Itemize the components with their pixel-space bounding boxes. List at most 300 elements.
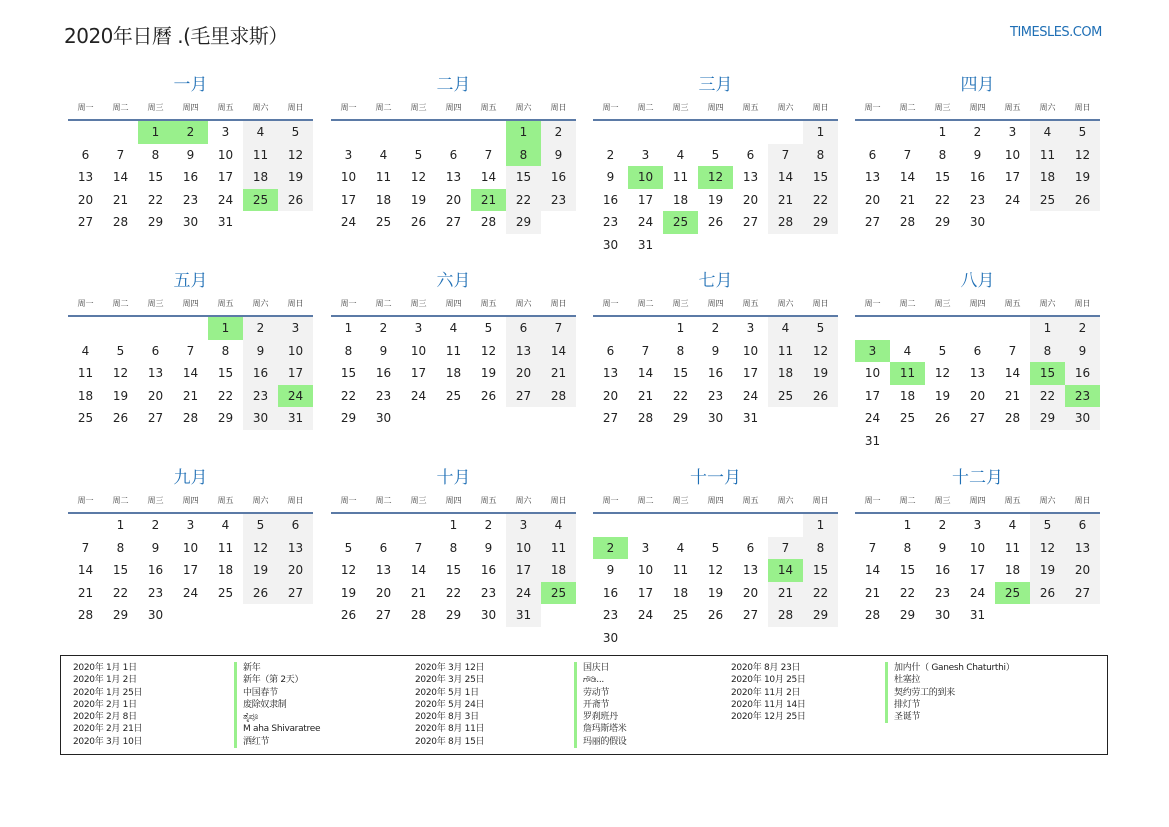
day-cell: 24 xyxy=(1004,192,1021,207)
day-cell: 14 xyxy=(112,170,129,184)
day-cell: 24 xyxy=(182,585,199,600)
day-cell: 24 xyxy=(637,608,654,622)
day-cell: 15 xyxy=(445,563,462,577)
weekday-label: 周四 xyxy=(182,299,199,308)
month-title: 五月 xyxy=(173,271,208,291)
day-cell: 27 xyxy=(506,385,541,408)
day-cell: 26 xyxy=(410,215,427,229)
day-cell: 25 xyxy=(217,585,234,600)
day-cell: 23 xyxy=(541,189,576,212)
legend-holiday-name: 国庆日 xyxy=(574,662,627,674)
day-cell: 30 xyxy=(480,608,497,622)
day-cell: 10 xyxy=(506,537,541,560)
weekday-label: 周四 xyxy=(707,496,724,505)
day-grid xyxy=(855,514,1100,627)
day-cell: 15 xyxy=(803,559,838,582)
day-cell: 6 xyxy=(506,317,541,340)
day-cell: 23 xyxy=(934,585,951,600)
day-cell: 17 xyxy=(410,366,427,380)
day-cell: 7 xyxy=(541,317,576,340)
legend-holiday-name: 劳动节 xyxy=(574,687,627,699)
day-cell: 30 xyxy=(969,215,986,229)
weekday-label: 周六 xyxy=(777,103,794,112)
day-cell: 7 xyxy=(868,540,877,555)
day-cell: 22 xyxy=(506,189,541,212)
day-cell: 12 xyxy=(410,170,427,184)
day-cell: 27 xyxy=(864,215,881,229)
holiday-day-cell: 21 xyxy=(471,189,506,212)
day-cell: 30 xyxy=(707,411,724,425)
legend-date: 2020年 3月 12日 xyxy=(415,663,485,673)
holiday-day-cell: 14 xyxy=(768,559,803,582)
legend-holiday-name: 圣诞节 xyxy=(885,711,1014,723)
day-cell: 18 xyxy=(1030,166,1065,189)
day-cell: 19 xyxy=(1030,559,1065,582)
day-cell: 6 xyxy=(1065,514,1100,537)
day-cell: 16 xyxy=(375,366,392,380)
day-cell: 18 xyxy=(672,192,689,207)
holiday-day-cell: 25 xyxy=(243,189,278,212)
day-cell: 14 xyxy=(637,366,654,380)
day-cell: 25 xyxy=(768,385,803,408)
day-cell: 28 xyxy=(1004,411,1021,425)
month-title: 十月 xyxy=(436,468,471,488)
empty-cell xyxy=(628,121,663,144)
month-title: 一月 xyxy=(173,75,208,95)
empty-cell xyxy=(855,121,890,144)
day-cell: 4 xyxy=(243,121,278,144)
weekday-label: 周二 xyxy=(637,299,654,308)
day-cell: 13 xyxy=(147,366,164,380)
day-cell: 10 xyxy=(340,170,357,184)
day-cell: 26 xyxy=(112,411,129,425)
month-title: 六月 xyxy=(436,271,471,291)
day-cell: 14 xyxy=(182,366,199,380)
day-cell: 9 xyxy=(606,563,615,577)
day-cell: 2 xyxy=(711,321,720,335)
page-title: 2020年日曆 .(毛里求斯） xyxy=(64,24,288,48)
day-cell: 22 xyxy=(340,388,357,403)
day-cell: 16 xyxy=(243,362,278,385)
holiday-day-cell: 24 xyxy=(278,385,313,408)
day-cell: 5 xyxy=(711,540,720,555)
day-cell: 19 xyxy=(480,366,497,380)
weekday-label: 周六 xyxy=(515,103,532,112)
day-cell: 23 xyxy=(182,192,199,207)
day-cell: 19 xyxy=(112,388,129,403)
day-cell: 1 xyxy=(803,514,838,537)
day-cell: 20 xyxy=(969,388,986,403)
weekday-label: 周六 xyxy=(252,299,269,308)
day-cell: 8 xyxy=(1030,340,1065,363)
day-cell: 19 xyxy=(934,388,951,403)
day-cell: 15 xyxy=(899,563,916,577)
legend-date: 2020年 8月 11日 xyxy=(415,724,485,735)
empty-cell xyxy=(663,514,698,537)
day-cell: 7 xyxy=(186,343,195,358)
weekday-label: 周三 xyxy=(410,103,427,112)
weekday-label: 周三 xyxy=(672,496,689,505)
legend-holiday-name: 杜塞拉 xyxy=(885,674,1014,686)
weekday-label: 周五 xyxy=(480,299,497,308)
day-cell: 17 xyxy=(340,192,357,207)
day-cell: 21 xyxy=(410,585,427,600)
legend-date: 2020年 2月 1日 xyxy=(73,699,137,710)
day-cell: 1 xyxy=(116,518,125,532)
day-cell: 15 xyxy=(672,366,689,380)
empty-cell xyxy=(331,121,366,144)
day-cell: 3 xyxy=(506,514,541,537)
day-cell: 21 xyxy=(77,585,94,600)
day-cell: 20 xyxy=(742,192,759,207)
legend-holiday-name: 开斋节 xyxy=(574,699,627,711)
day-cell: 6 xyxy=(278,514,313,537)
empty-cell xyxy=(890,121,925,144)
day-cell: 1 xyxy=(676,321,685,335)
day-cell: 23 xyxy=(602,608,619,622)
day-grid xyxy=(68,317,313,430)
holiday-day-cell: 11 xyxy=(890,362,925,385)
day-cell: 30 xyxy=(602,237,619,252)
weekday-label: 周一 xyxy=(864,103,881,112)
weekday-label: 周一 xyxy=(602,496,619,505)
empty-cell xyxy=(103,317,138,340)
day-grid xyxy=(593,121,838,256)
day-cell: 3 xyxy=(221,125,230,139)
day-cell: 26 xyxy=(480,388,497,403)
legend-date: 2020年 1月 2日 xyxy=(73,675,137,686)
day-cell: 21 xyxy=(864,585,881,600)
empty-cell xyxy=(366,121,401,144)
empty-cell xyxy=(593,514,628,537)
empty-cell xyxy=(960,317,995,340)
weekday-label: 周日 xyxy=(550,103,567,112)
weekday-label: 周二 xyxy=(899,496,916,505)
day-cell: 25 xyxy=(672,608,689,622)
weekday-header xyxy=(593,490,838,514)
empty-cell xyxy=(995,317,1030,340)
day-cell: 19 xyxy=(340,585,357,600)
day-cell: 21 xyxy=(541,362,576,385)
day-cell: 17 xyxy=(182,563,199,577)
weekday-label: 周二 xyxy=(375,299,392,308)
month-block xyxy=(593,73,838,256)
day-cell: 10 xyxy=(742,343,759,358)
day-cell: 16 xyxy=(934,563,951,577)
month-block xyxy=(68,466,313,627)
day-cell: 5 xyxy=(1065,121,1100,144)
legend-date: 2020年 5月 1日 xyxy=(415,687,479,698)
day-cell: 4 xyxy=(449,321,458,335)
day-cell: 14 xyxy=(541,340,576,363)
weekday-label: 周日 xyxy=(1074,496,1091,505)
day-cell: 22 xyxy=(217,388,234,403)
weekday-label: 周二 xyxy=(112,299,129,308)
day-cell: 3 xyxy=(278,317,313,340)
legend-holiday-name: M aha Shivaratree xyxy=(234,723,320,735)
month-block xyxy=(68,73,313,234)
day-cell: 28 xyxy=(182,411,199,425)
holiday-day-cell: 10 xyxy=(628,166,663,189)
day-cell: 8 xyxy=(803,144,838,167)
day-cell: 3 xyxy=(414,321,423,335)
month-title: 二月 xyxy=(436,75,471,95)
day-cell: 18 xyxy=(217,563,234,577)
day-cell: 14 xyxy=(899,170,916,184)
day-cell: 27 xyxy=(602,411,619,425)
empty-cell xyxy=(68,121,103,144)
day-cell: 20 xyxy=(375,585,392,600)
day-cell: 29 xyxy=(672,411,689,425)
day-cell: 31 xyxy=(637,237,654,252)
empty-cell xyxy=(68,317,103,340)
day-cell: 2 xyxy=(606,147,615,162)
day-cell: 26 xyxy=(707,215,724,229)
day-grid xyxy=(855,121,1100,234)
weekday-label: 周日 xyxy=(812,103,829,112)
day-cell: 2 xyxy=(938,518,947,532)
weekday-label: 周六 xyxy=(515,299,532,308)
month-title: 八月 xyxy=(960,271,995,291)
legend-holiday-name: 加内什（ Ganesh Chaturthi） xyxy=(885,662,1014,674)
month-block xyxy=(855,269,1100,452)
day-cell: 23 xyxy=(480,585,497,600)
day-cell: 26 xyxy=(934,411,951,425)
day-cell: 6 xyxy=(746,147,755,162)
day-cell: 7 xyxy=(903,147,912,162)
day-cell: 18 xyxy=(243,166,278,189)
weekday-header xyxy=(68,490,313,514)
day-cell: 2 xyxy=(379,321,388,335)
day-cell: 27 xyxy=(278,582,313,605)
day-cell: 13 xyxy=(278,537,313,560)
holiday-day-cell: 1 xyxy=(138,121,173,144)
day-cell: 16 xyxy=(182,170,199,184)
day-cell: 9 xyxy=(243,340,278,363)
weekday-header xyxy=(855,97,1100,121)
legend-holiday-name: 詹玛斯塔米 xyxy=(574,723,627,735)
site-link[interactable]: TIMESLES.COM xyxy=(1010,25,1102,40)
empty-cell xyxy=(401,514,436,537)
day-cell: 13 xyxy=(742,170,759,184)
legend-holiday-name: 排灯节 xyxy=(885,699,1014,711)
weekday-label: 周三 xyxy=(934,299,951,308)
empty-cell xyxy=(628,317,663,340)
day-cell: 1 xyxy=(1030,317,1065,340)
weekday-label: 周五 xyxy=(1004,103,1021,112)
holiday-day-cell: 25 xyxy=(541,582,576,605)
weekday-label: 周六 xyxy=(1039,103,1056,112)
legend-holiday-name: 新年 xyxy=(234,662,320,674)
empty-cell xyxy=(855,317,890,340)
day-cell: 5 xyxy=(243,514,278,537)
day-cell: 12 xyxy=(112,366,129,380)
weekday-label: 周五 xyxy=(480,496,497,505)
day-cell: 6 xyxy=(606,343,615,358)
day-cell: 27 xyxy=(445,215,462,229)
empty-cell xyxy=(733,121,768,144)
weekday-label: 周日 xyxy=(812,299,829,308)
weekday-label: 周五 xyxy=(742,103,759,112)
day-cell: 2 xyxy=(973,125,982,139)
day-cell: 26 xyxy=(803,385,838,408)
day-cell: 15 xyxy=(934,170,951,184)
day-cell: 4 xyxy=(1030,121,1065,144)
day-cell: 31 xyxy=(969,608,986,622)
legend-date: 2020年 12月 25日 xyxy=(731,712,806,723)
holiday-day-cell: 2 xyxy=(593,537,628,560)
day-cell: 3 xyxy=(641,540,650,555)
weekday-label: 周六 xyxy=(777,496,794,505)
empty-cell xyxy=(138,317,173,340)
day-cell: 29 xyxy=(899,608,916,622)
day-cell: 30 xyxy=(375,411,392,425)
legend-holiday-name: ಗೌಡಿ... xyxy=(574,674,627,686)
day-cell: 6 xyxy=(81,147,90,162)
day-cell: 7 xyxy=(484,147,493,162)
empty-cell xyxy=(593,317,628,340)
day-cell: 11 xyxy=(672,170,689,184)
empty-cell xyxy=(890,317,925,340)
day-cell: 22 xyxy=(803,582,838,605)
day-cell: 23 xyxy=(147,585,164,600)
day-cell: 23 xyxy=(602,215,619,229)
day-cell: 20 xyxy=(147,388,164,403)
day-cell: 12 xyxy=(243,537,278,560)
day-cell: 27 xyxy=(742,215,759,229)
day-cell: 31 xyxy=(506,604,541,627)
weekday-label: 周二 xyxy=(112,103,129,112)
day-cell: 16 xyxy=(969,170,986,184)
day-cell: 18 xyxy=(375,192,392,207)
weekday-label: 周日 xyxy=(550,299,567,308)
day-cell: 16 xyxy=(1065,362,1100,385)
day-cell: 29 xyxy=(506,211,541,234)
day-cell: 9 xyxy=(186,147,195,162)
weekday-label: 周四 xyxy=(445,103,462,112)
day-cell: 5 xyxy=(278,121,313,144)
day-cell: 24 xyxy=(217,192,234,207)
day-cell: 22 xyxy=(803,189,838,212)
day-cell: 4 xyxy=(81,343,90,358)
day-cell: 30 xyxy=(1065,407,1100,430)
day-cell: 29 xyxy=(1030,407,1065,430)
day-cell: 7 xyxy=(414,540,423,555)
weekday-label: 周二 xyxy=(637,103,654,112)
day-cell: 7 xyxy=(1008,343,1017,358)
day-cell: 16 xyxy=(480,563,497,577)
empty-cell xyxy=(663,121,698,144)
weekday-label: 周日 xyxy=(812,496,829,505)
day-cell: 21 xyxy=(182,388,199,403)
day-cell: 22 xyxy=(1030,385,1065,408)
day-cell: 8 xyxy=(221,343,230,358)
day-cell: 20 xyxy=(445,192,462,207)
day-cell: 26 xyxy=(707,608,724,622)
day-cell: 30 xyxy=(602,630,619,645)
day-cell: 30 xyxy=(934,608,951,622)
day-cell: 17 xyxy=(742,366,759,380)
month-block xyxy=(331,466,576,627)
day-cell: 25 xyxy=(899,411,916,425)
weekday-label: 周四 xyxy=(707,299,724,308)
day-cell: 29 xyxy=(445,608,462,622)
weekday-header xyxy=(593,97,838,121)
holiday-day-cell: 25 xyxy=(663,211,698,234)
weekday-label: 周一 xyxy=(340,496,357,505)
day-cell: 7 xyxy=(116,147,125,162)
day-cell: 28 xyxy=(768,604,803,627)
weekday-label: 周五 xyxy=(217,299,234,308)
day-cell: 9 xyxy=(938,540,947,555)
day-cell: 16 xyxy=(147,563,164,577)
day-cell: 14 xyxy=(864,563,881,577)
day-cell: 13 xyxy=(77,170,94,184)
legend-date: 2020年 1月 25日 xyxy=(73,687,143,698)
day-grid xyxy=(68,121,313,234)
day-cell: 12 xyxy=(934,366,951,380)
legend-dates-col-1 xyxy=(73,662,142,748)
month-title: 九月 xyxy=(173,468,208,488)
weekday-label: 周日 xyxy=(550,496,567,505)
day-cell: 16 xyxy=(707,366,724,380)
weekday-label: 周四 xyxy=(445,299,462,308)
day-cell: 1 xyxy=(803,121,838,144)
month-block xyxy=(331,269,576,430)
day-cell: 26 xyxy=(1065,189,1100,212)
weekday-label: 周一 xyxy=(864,299,881,308)
day-cell: 19 xyxy=(243,559,278,582)
holiday-day-cell: 2 xyxy=(173,121,208,144)
month-block xyxy=(855,73,1100,234)
day-cell: 8 xyxy=(449,540,458,555)
day-cell: 3 xyxy=(746,321,755,335)
day-cell: 14 xyxy=(480,170,497,184)
legend-holiday-name: 废除奴隶制 xyxy=(234,699,320,711)
weekday-header xyxy=(331,490,576,514)
empty-cell xyxy=(331,514,366,537)
legend-date: 2020年 5月 24日 xyxy=(415,699,485,710)
weekday-label: 周一 xyxy=(77,103,94,112)
holiday-day-cell: 12 xyxy=(698,166,733,189)
weekday-label: 周六 xyxy=(1039,496,1056,505)
day-cell: 9 xyxy=(1065,340,1100,363)
day-cell: 24 xyxy=(864,411,881,425)
weekday-label: 周日 xyxy=(1074,299,1091,308)
month-title: 四月 xyxy=(960,75,995,95)
empty-cell xyxy=(698,514,733,537)
day-cell: 4 xyxy=(903,343,912,358)
day-cell: 23 xyxy=(969,192,986,207)
weekday-label: 周三 xyxy=(934,496,951,505)
day-cell: 12 xyxy=(340,563,357,577)
day-cell: 25 xyxy=(445,388,462,403)
month-block xyxy=(68,269,313,430)
weekday-label: 周一 xyxy=(77,299,94,308)
weekday-label: 周一 xyxy=(864,496,881,505)
day-cell: 15 xyxy=(147,170,164,184)
day-cell: 21 xyxy=(637,388,654,403)
legend-names-col-3 xyxy=(885,662,1014,723)
day-cell: 12 xyxy=(1030,537,1065,560)
weekday-header xyxy=(855,490,1100,514)
day-cell: 16 xyxy=(541,166,576,189)
day-cell: 21 xyxy=(899,192,916,207)
day-cell: 26 xyxy=(340,608,357,622)
day-cell: 17 xyxy=(637,585,654,600)
weekday-label: 周六 xyxy=(252,103,269,112)
day-cell: 19 xyxy=(707,192,724,207)
